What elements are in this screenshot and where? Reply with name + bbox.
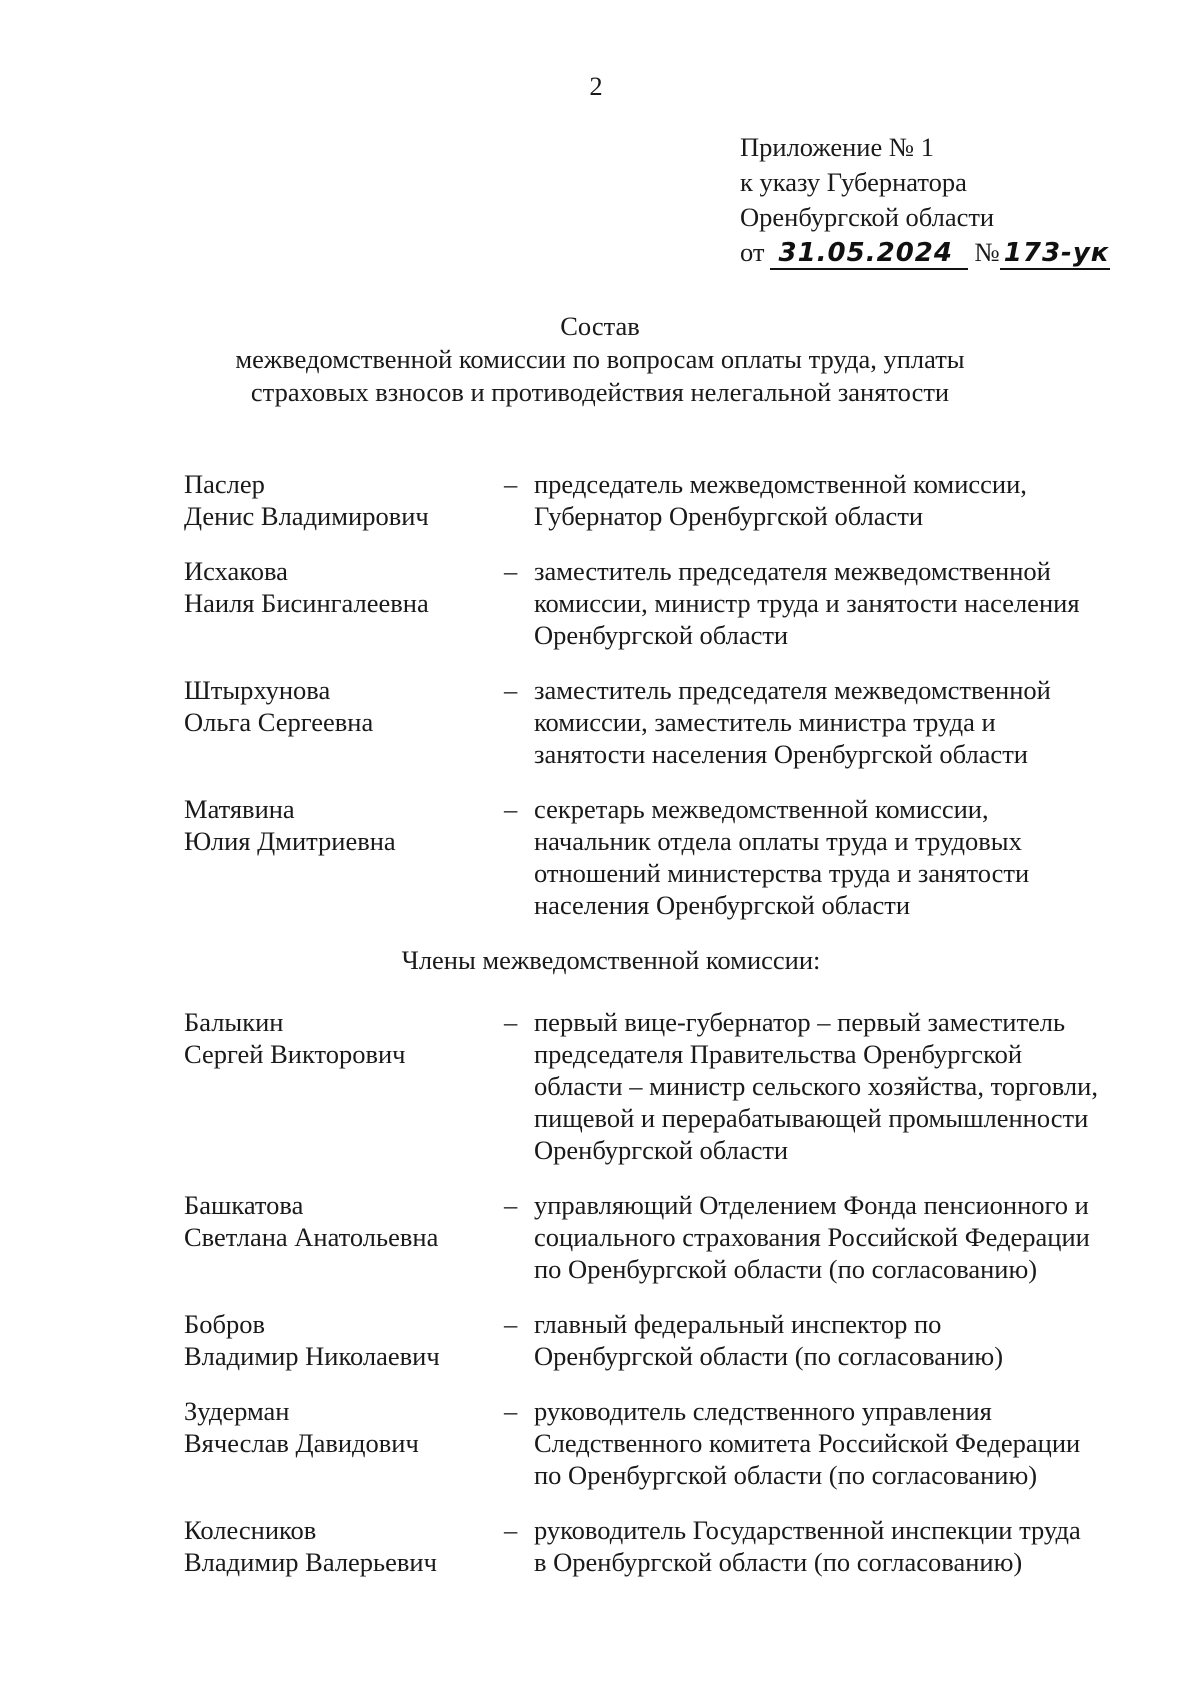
leaders-list bbox=[0, 468, 1200, 921]
members-heading: Члены межведомственной комиссии: bbox=[401, 945, 821, 975]
position-description bbox=[534, 1006, 1200, 1166]
roster-entry bbox=[0, 1395, 1200, 1491]
person-name bbox=[184, 468, 504, 532]
dash-separator: – bbox=[504, 794, 518, 824]
description-line: занятости населения Оренбургской области bbox=[534, 739, 1028, 769]
position-description bbox=[534, 1189, 1200, 1285]
description-line: комиссии, министр труда и занятости населения bbox=[534, 588, 1080, 618]
description-line: комиссии, заместитель министра труда и bbox=[534, 707, 996, 737]
person-name bbox=[184, 1006, 504, 1166]
position-description bbox=[534, 674, 1200, 770]
description-line: руководитель следственного управления bbox=[534, 1396, 992, 1426]
handwritten-number: 173-ук bbox=[1000, 238, 1110, 270]
dash-separator: – bbox=[504, 675, 518, 705]
person-name bbox=[184, 1514, 504, 1578]
title-line-1: Состав bbox=[560, 311, 640, 341]
position-description bbox=[534, 468, 1200, 532]
description-line: первый вице-губернатор – первый заместитель bbox=[534, 1007, 1066, 1037]
person-name bbox=[184, 555, 504, 651]
title-line-3: страховых взносов и противодействия нелегальной занятости bbox=[250, 377, 950, 407]
number-sign: № bbox=[974, 237, 1000, 267]
surname: Балыкин bbox=[184, 1007, 284, 1037]
roster-entry bbox=[0, 1006, 1200, 1166]
dash-separator: – bbox=[504, 1515, 518, 1545]
description-line: председателя Правительства Оренбургской bbox=[534, 1039, 1023, 1069]
surname: Матявина bbox=[184, 794, 295, 824]
page-number: 2 bbox=[589, 71, 603, 101]
dash-separator: – bbox=[504, 556, 518, 586]
handwritten-date: 31.05.2024 bbox=[770, 238, 968, 270]
surname: Паслер bbox=[184, 469, 265, 499]
dash-separator: – bbox=[504, 469, 518, 499]
surname: Зудерман bbox=[184, 1396, 290, 1426]
description-line: по Оренбургской области (по согласованию) bbox=[534, 1460, 1038, 1490]
person-name bbox=[184, 1395, 504, 1491]
surname: Штырхунова bbox=[184, 675, 331, 705]
date-prefix: от bbox=[740, 237, 765, 267]
surname: Башкатова bbox=[184, 1190, 304, 1220]
appendix-line-3: Оренбургской области bbox=[740, 202, 995, 232]
given-names: Владимир Валерьевич bbox=[184, 1547, 437, 1577]
given-names: Вячеслав Давидович bbox=[184, 1428, 419, 1458]
dash-separator: – bbox=[504, 1309, 518, 1339]
surname: Исхакова bbox=[184, 556, 288, 586]
description-line: заместитель председателя межведомственной bbox=[534, 556, 1051, 586]
description-line: Губернатор Оренбургской области bbox=[534, 501, 924, 531]
description-line: социального страхования Российской Федерации bbox=[534, 1222, 1090, 1252]
description-line: Оренбургской области bbox=[534, 1135, 789, 1165]
dash-separator: – bbox=[504, 1396, 518, 1426]
description-line: населения Оренбургской области bbox=[534, 890, 911, 920]
position-description bbox=[534, 793, 1200, 921]
description-line: заместитель председателя межведомственной bbox=[534, 675, 1051, 705]
position-description bbox=[534, 1514, 1200, 1578]
surname: Бобров bbox=[184, 1309, 265, 1339]
appendix-date-line bbox=[740, 235, 1110, 270]
given-names: Сергей Викторович bbox=[184, 1039, 406, 1069]
roster-entry bbox=[0, 1189, 1200, 1285]
position-description bbox=[534, 1308, 1200, 1372]
description-line: главный федеральный инспектор по bbox=[534, 1309, 942, 1339]
given-names: Ольга Сергеевна bbox=[184, 707, 374, 737]
description-line: по Оренбургской области (по согласованию) bbox=[534, 1254, 1038, 1284]
surname: Колесников bbox=[184, 1515, 317, 1545]
appendix-line-2: к указу Губернатора bbox=[740, 167, 967, 197]
description-line: в Оренбургской области (по согласованию) bbox=[534, 1547, 1023, 1577]
description-line: председатель межведомственной комиссии, bbox=[534, 469, 1027, 499]
document-title bbox=[0, 310, 1200, 409]
given-names: Наиля Бисингалеевна bbox=[184, 588, 429, 618]
person-name bbox=[184, 793, 504, 921]
roster-entry bbox=[0, 555, 1200, 651]
roster-entry bbox=[0, 674, 1200, 770]
appendix-line-1: Приложение № 1 bbox=[740, 132, 935, 162]
description-line: области – министр сельского хозяйства, торговли, bbox=[534, 1071, 1098, 1101]
position-description bbox=[534, 1395, 1200, 1491]
dash-separator: – bbox=[504, 1007, 518, 1037]
position-description bbox=[534, 555, 1200, 651]
given-names: Денис Владимирович bbox=[184, 501, 429, 531]
person-name bbox=[184, 674, 504, 770]
roster-entry bbox=[0, 468, 1200, 532]
description-line: Оренбургской области bbox=[534, 620, 789, 650]
description-line: начальник отдела оплаты труда и трудовых bbox=[534, 826, 1022, 856]
person-name bbox=[184, 1189, 504, 1285]
description-line: пищевой и перерабатывающей промышленности bbox=[534, 1103, 1089, 1133]
given-names: Светлана Анатольевна bbox=[184, 1222, 439, 1252]
description-line: управляющий Отделением Фонда пенсионного и bbox=[534, 1190, 1089, 1220]
description-line: отношений министерства труда и занятости bbox=[534, 858, 1030, 888]
description-line: секретарь межведомственной комиссии, bbox=[534, 794, 989, 824]
roster-entry bbox=[0, 793, 1200, 921]
given-names: Владимир Николаевич bbox=[184, 1341, 440, 1371]
roster-entry bbox=[0, 1308, 1200, 1372]
person-name bbox=[184, 1308, 504, 1372]
roster-entry bbox=[0, 1514, 1200, 1578]
description-line: Оренбургской области (по согласованию) bbox=[534, 1341, 1004, 1371]
description-line: Следственного комитета Российской Федерации bbox=[534, 1428, 1081, 1458]
title-line-2: межведомственной комиссии по вопросам оплаты труда, уплаты bbox=[235, 344, 965, 374]
members-list bbox=[0, 1006, 1200, 1578]
given-names: Юлия Дмитриевна bbox=[184, 826, 396, 856]
appendix-header bbox=[740, 130, 1110, 270]
dash-separator: – bbox=[504, 1190, 518, 1220]
description-line: руководитель Государственной инспекции труда bbox=[534, 1515, 1081, 1545]
commission-roster bbox=[0, 468, 1200, 1601]
